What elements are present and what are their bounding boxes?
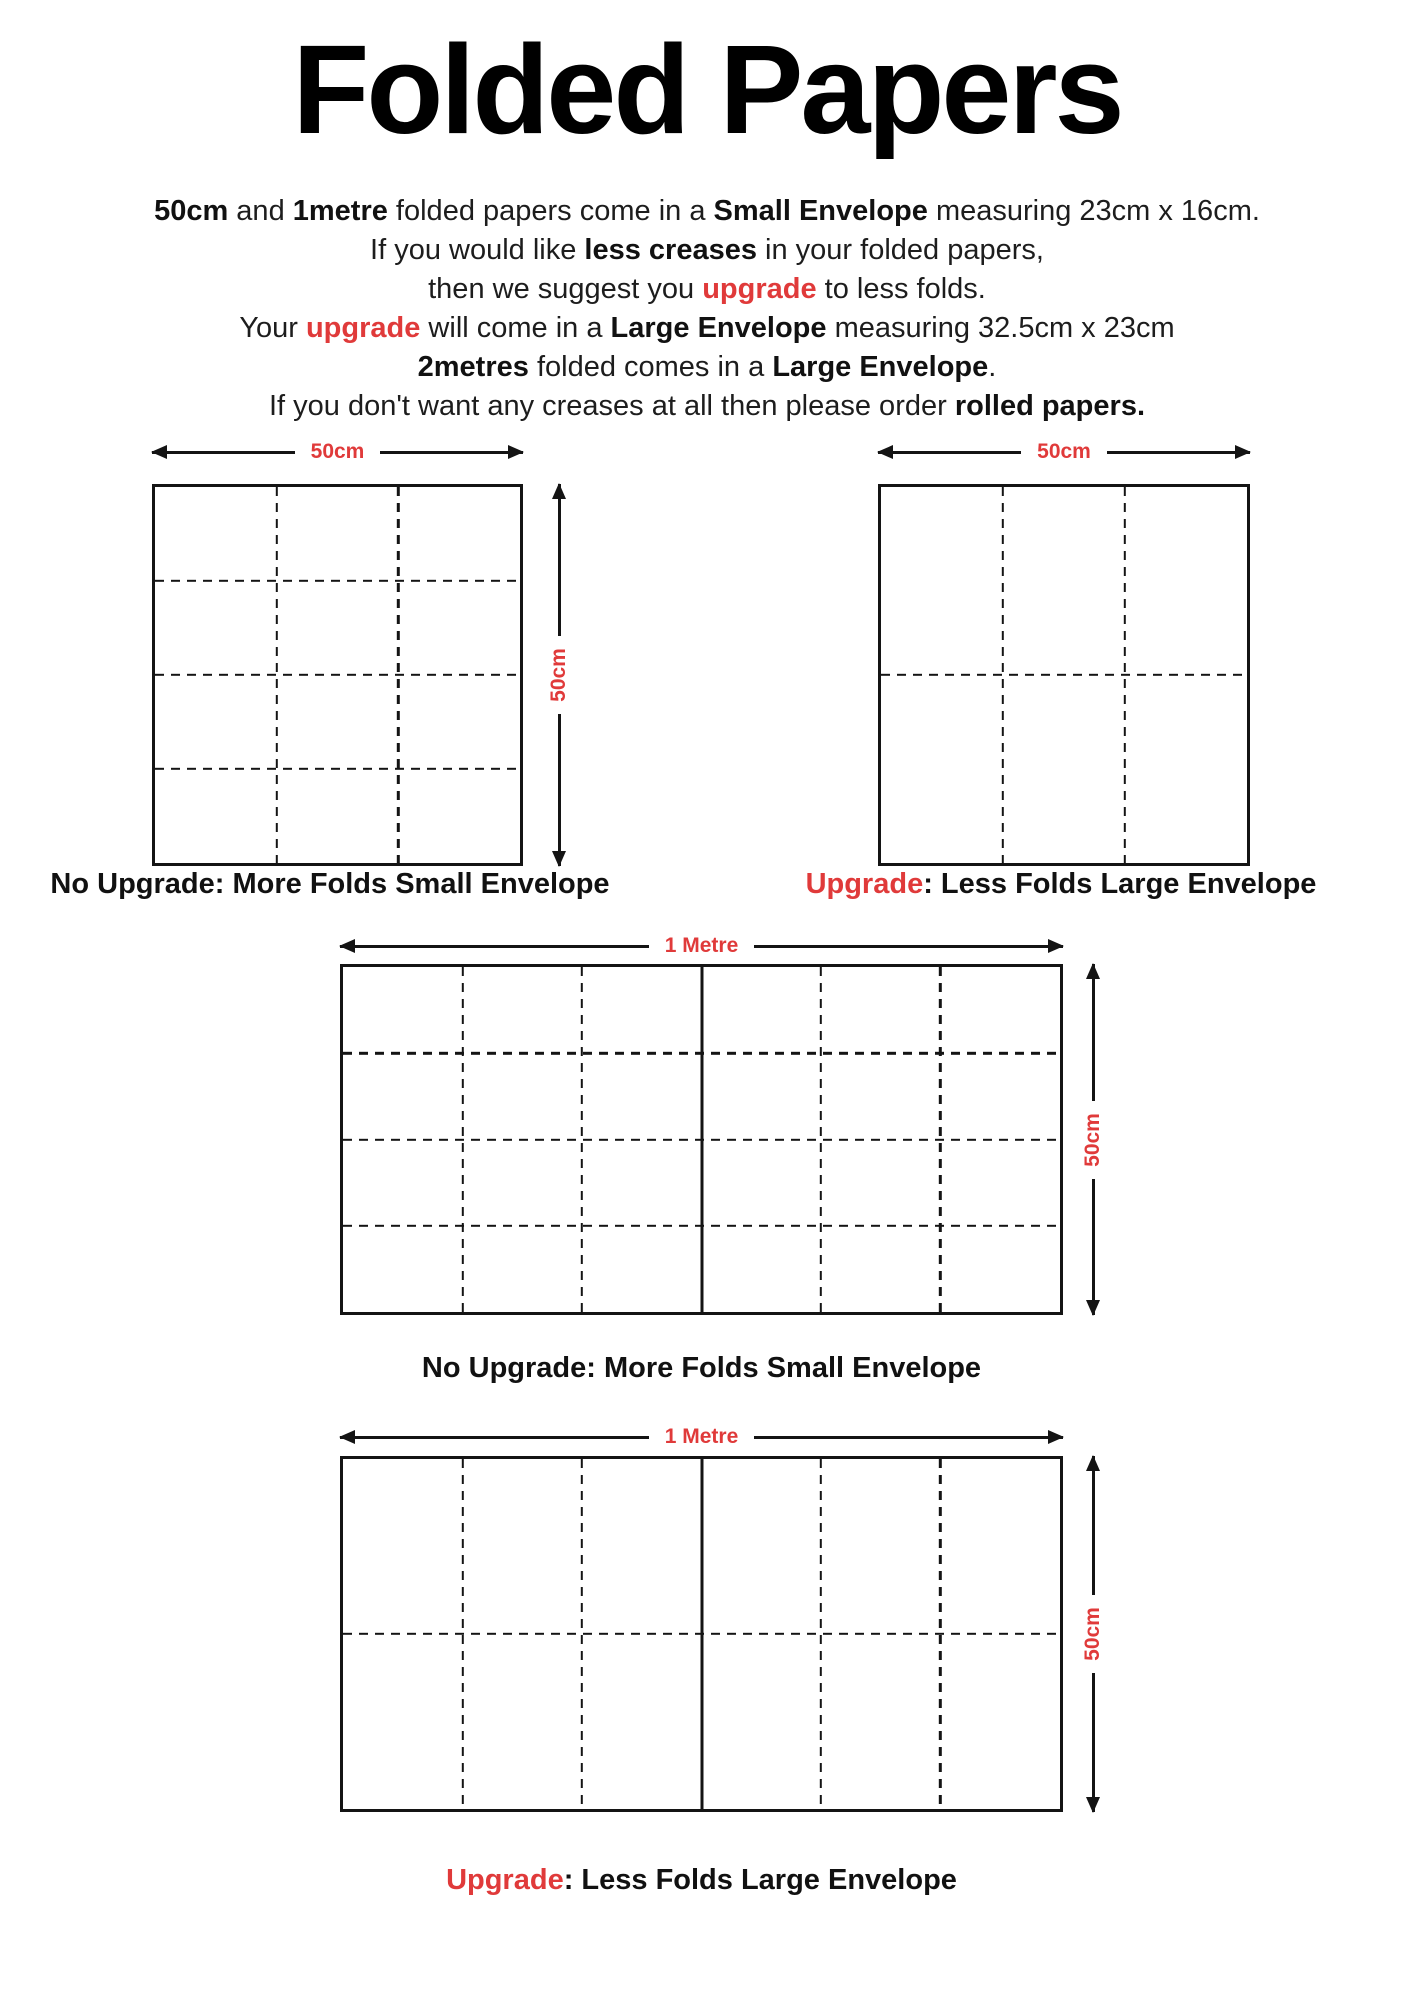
arrow-left-segment <box>878 451 1021 454</box>
arrow-right-segment <box>754 945 1063 948</box>
fold-line-horizontal-dashed <box>343 1633 1060 1635</box>
intro-bold: less creases <box>584 234 757 266</box>
width-arrow-metre-less-folds <box>340 1424 1063 1450</box>
width-arrow-metre-more-folds <box>340 933 1063 959</box>
arrow-left-segment <box>340 945 649 948</box>
caption-square-more-folds: No Upgrade: More Folds Small Envelope <box>50 868 610 900</box>
arrow-up-segment <box>1092 964 1095 1101</box>
paper-square-less-folds <box>878 484 1250 866</box>
intro-line-1: 50cm and 1metre folded papers come in a Small Envelope measuring 23cm x 16cm. <box>154 195 1260 227</box>
paper-metre-more-folds <box>340 964 1063 1315</box>
arrow-right-segment <box>380 451 523 454</box>
width-arrow-square-more-folds <box>152 439 523 465</box>
intro-bold: rolled papers. <box>954 390 1145 422</box>
arrow-down-segment <box>1092 1179 1095 1316</box>
height-arrow-metre-more-folds <box>1078 964 1108 1315</box>
fold-line-horizontal-dashed <box>155 768 520 770</box>
fold-line-horizontal-dashed <box>881 674 1247 676</box>
intro-line-5: 2metres folded comes in a Large Envelope. <box>417 351 997 383</box>
upgrade-highlight: Upgrade <box>805 868 924 900</box>
width-arrow-square-less-folds <box>878 439 1250 465</box>
height-label: 50cm <box>1081 1607 1104 1661</box>
intro-bold: 1metre <box>292 195 388 227</box>
intro-text <box>0 192 1414 426</box>
fold-line-horizontal-dashed <box>343 1225 1060 1227</box>
caption-square-less-folds: Upgrade: Less Folds Large Envelope <box>805 868 1317 900</box>
arrow-up-segment <box>1092 1456 1095 1595</box>
width-label: 50cm <box>1037 440 1091 463</box>
height-label: 50cm <box>1081 1112 1104 1167</box>
fold-line-horizontal-dashed <box>343 1138 1060 1140</box>
width-label: 1 Metre <box>664 1425 739 1448</box>
height-label: 50cm <box>547 648 570 702</box>
upgrade-highlight: upgrade <box>305 312 421 344</box>
arrow-down-segment <box>1092 1673 1095 1812</box>
fold-line-horizontal-dashed <box>155 674 520 676</box>
paper-square-more-folds <box>152 484 523 866</box>
fold-line-horizontal-dashed <box>155 580 520 582</box>
arrow-down-segment <box>558 714 561 866</box>
intro-bold: 50cm <box>154 195 229 227</box>
intro-line-4: Your upgrade will come in a Large Envelope measuring 32.5cm x 23cm <box>239 312 1175 344</box>
intro-bold: Large Envelope <box>610 312 827 344</box>
intro-line-2: If you would like less creases in your folded papers, <box>370 234 1044 266</box>
caption-metre-more-folds: No Upgrade: More Folds Small Envelope <box>421 1352 982 1384</box>
width-label: 1 Metre <box>664 934 739 957</box>
caption-metre-less-folds: Upgrade: Less Folds Large Envelope <box>446 1864 957 1896</box>
arrow-left-segment <box>152 451 295 454</box>
height-arrow-square-more-folds <box>544 484 574 866</box>
arrow-up-segment <box>558 484 561 636</box>
upgrade-highlight: Upgrade <box>446 1864 564 1896</box>
arrow-right-segment <box>1107 451 1250 454</box>
upgrade-highlight: upgrade <box>702 273 817 305</box>
intro-bold: 2metres <box>417 351 529 383</box>
intro-line-3: then we suggest you upgrade to less folds. <box>428 273 986 305</box>
fold-line-horizontal-dashed <box>343 1052 1060 1054</box>
paper-metre-less-folds <box>340 1456 1063 1812</box>
width-label: 50cm <box>310 440 365 463</box>
arrow-left-segment <box>340 1436 649 1439</box>
height-arrow-metre-less-folds <box>1078 1456 1108 1812</box>
page-title: Folded Papers <box>292 19 1122 160</box>
intro-bold: Large Envelope <box>772 351 989 383</box>
arrow-right-segment <box>754 1436 1063 1439</box>
intro-bold: Small Envelope <box>713 195 928 227</box>
intro-line-6: If you don't want any creases at all then please order rolled papers. <box>268 390 1145 422</box>
